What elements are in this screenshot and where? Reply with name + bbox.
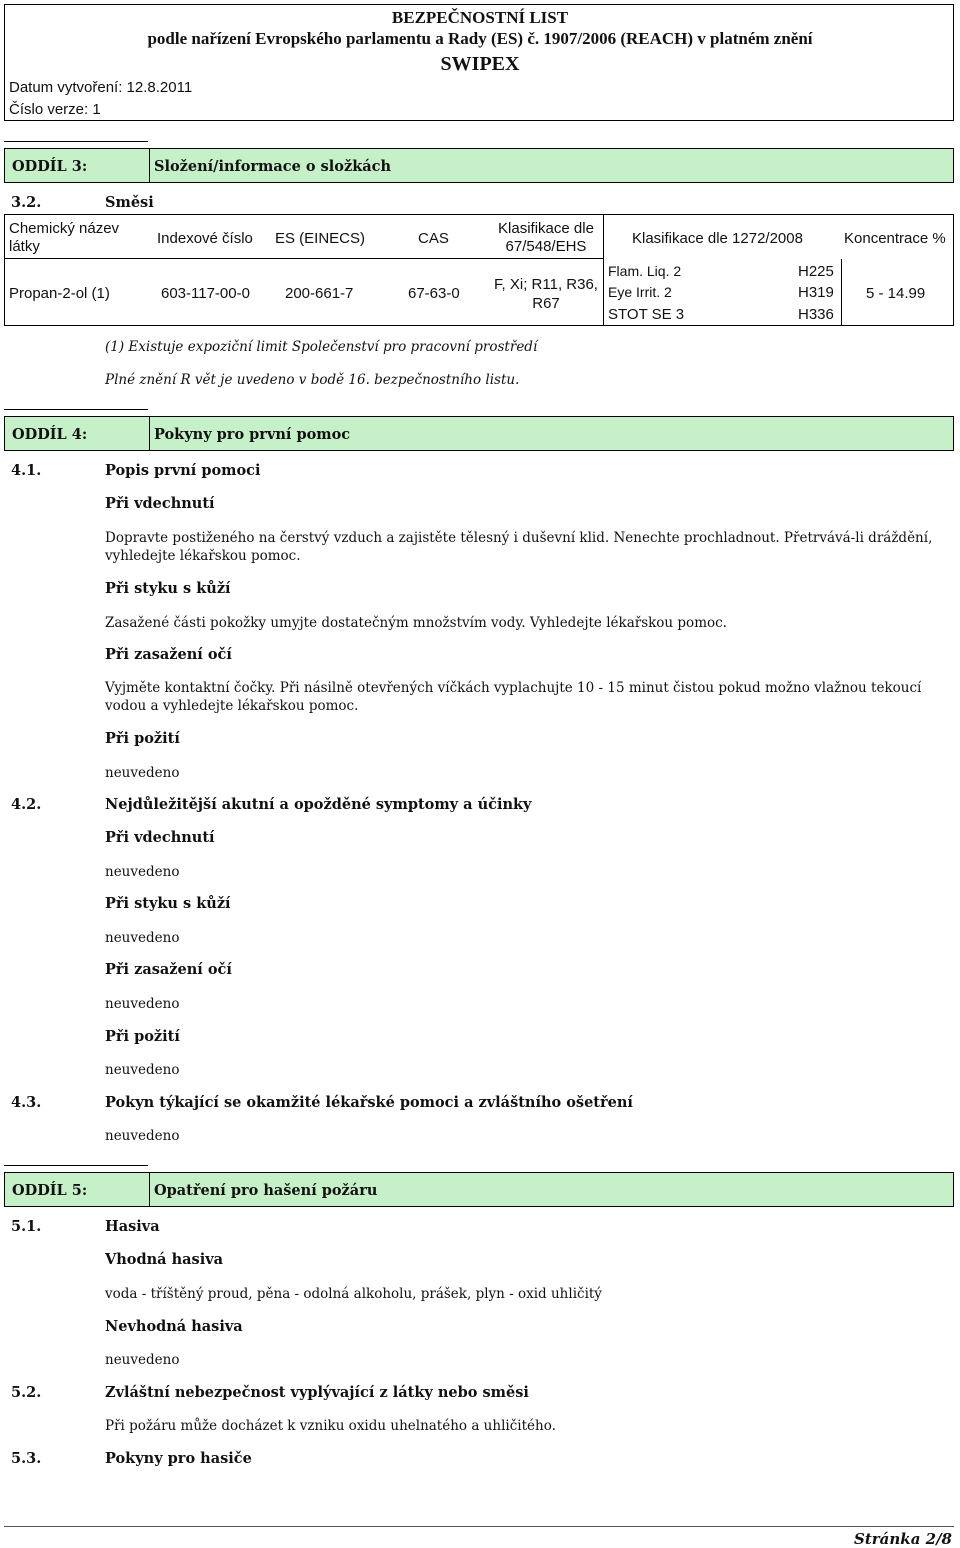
subsection-5-3-number: 5.3. [11,1450,42,1467]
cell-index-number: 603-117-00-0 [161,285,250,302]
composition-table [4,214,954,326]
text-suitable-media: voda - tříštěný proud, pěna - odolná alkoholu, prášek, plyn - oxid uhličitý [105,1286,602,1302]
page-number: Stránka 2/8 [854,1530,952,1548]
cell-es-einecs: 200-661-7 [285,285,354,302]
product-name: SWIPEX [440,53,520,75]
document-header [4,4,954,121]
regulation-line: podle nařízení Evropského parlamentu a Rady (ES) č. 1907/2006 (REACH) v platném znění [147,29,813,48]
label-inhalation: Při vdechnutí [105,495,215,512]
subsection-3-2-number: 3.2. [11,194,42,211]
header-class-67-548: Klasifikace dle 67/548/EHS [498,220,594,255]
cell-hazard-class-2: Eye Irrit. 2 [608,284,672,300]
section-3-bar [4,148,954,183]
cell-class-67-548: F, Xi; R11, R36, R67 [494,276,598,312]
text-inhalation: Dopravte postiženého na čerstvý vzduch a zajistěte tělesný i duševní klid. Nenechte prochladnout. Přetrvává-li dráždění, vyhledejte lékařskou pomoc. [105,530,933,564]
header-chemical-name: Chemický název látky [9,220,120,255]
header-concentration: Koncentrace % [844,230,946,247]
cell-chemical-name: Propan-2-ol (1) [9,285,110,302]
subsection-5-1-number: 5.1. [11,1218,42,1235]
label-ingestion: Při požití [105,730,180,747]
subsection-5-3-title: Pokyny pro hasiče [105,1450,252,1467]
section-4-title: Pokyny pro první pomoc [154,426,351,443]
header-cas: CAS [418,230,449,247]
text-4-2-skin-contact: neuvedeno [105,930,180,946]
text-4-3: neuvedeno [105,1128,180,1144]
subsection-5-2-title: Zvláštní nebezpečnost vyplývající z látky nebo směsi [105,1384,529,1401]
cell-hazard-statement-2: H319 [798,284,834,301]
section-4-number: ODDÍL 4: [12,426,88,443]
section-5-title: Opatření pro hašení požáru [154,1182,378,1199]
text-4-2-eye-contact: neuvedeno [105,996,180,1012]
subsection-4-1-title: Popis první pomoci [105,462,261,479]
section-3-title: Složení/informace o složkách [154,158,392,175]
section-4-bar [4,416,954,451]
cell-hazard-statement-3: H336 [798,306,834,323]
label-4-2-eye-contact: Při zasažení očí [105,961,232,978]
text-4-2-ingestion: neuvedeno [105,1062,180,1078]
label-eye-contact: Při zasažení očí [105,646,232,663]
label-suitable-media: Vhodná hasiva [105,1251,224,1268]
subsection-3-2-title: Směsi [105,194,154,211]
note-exposure-limit: (1) Existuje expoziční limit Společenství pro pracovní prostředí [105,339,538,355]
label-4-2-ingestion: Při požití [105,1028,180,1045]
text-eye-contact: Vyjměte kontaktní čočky. Při násilně otevřených víčkách vyplachujte 10 - 15 minut čistou pokud možno vlažnou tekoucí vodou a vyhledejte lékařskou pomoc. [105,680,922,714]
text-unsuitable-media: neuvedeno [105,1352,180,1368]
section-5-bar [4,1172,954,1207]
section-3-number: ODDÍL 3: [12,158,88,175]
text-skin-contact: Zasažené části pokožky umyjte dostatečným množstvím vody. Vyhledejte lékařskou pomoc. [105,615,727,631]
cell-cas: 67-63-0 [408,285,460,302]
text-ingestion: neuvedeno [105,765,180,781]
cell-hazard-class-3: STOT SE 3 [608,306,685,323]
subsection-4-2-number: 4.2. [11,796,42,813]
creation-date: Datum vytvoření: 12.8.2011 [9,79,193,96]
cell-hazard-statement-1: H225 [798,263,834,280]
text-5-2: Při požáru může docházet k vzniku oxidu uhelnatého a uhličitého. [105,1418,556,1434]
subsection-4-1-number: 4.1. [11,462,42,479]
label-unsuitable-media: Nevhodná hasiva [105,1318,243,1335]
cell-concentration: 5 - 14.99 [866,285,926,302]
note-r-phrases: Plné znění R vět je uvedeno v bodě 16. bezpečnostního listu. [105,372,520,388]
text-4-2-inhalation: neuvedeno [105,864,180,880]
label-4-2-skin-contact: Při styku s kůží [105,895,231,912]
subsection-4-2-title: Nejdůležitější akutní a opožděné symptomy a účinky [105,796,532,813]
version-number: Číslo verze: 1 [9,101,101,118]
label-skin-contact: Při styku s kůží [105,580,231,597]
section-5-number: ODDÍL 5: [12,1182,88,1199]
subsection-4-3-title: Pokyn týkající se okamžité lékařské pomoci a zvláštního ošetření [105,1094,633,1111]
subsection-5-1-title: Hasiva [105,1218,160,1235]
footer-divider [4,1526,954,1527]
header-class-1272-2008: Klasifikace dle 1272/2008 [632,230,803,247]
label-4-2-inhalation: Při vdechnutí [105,829,215,846]
subsection-5-2-number: 5.2. [11,1384,42,1401]
subsection-4-3-number: 4.3. [11,1094,42,1111]
header-es-einecs: ES (EINECS) [275,230,366,247]
cell-hazard-class-1: Flam. Liq. 2 [608,263,682,279]
document-title: BEZPEČNOSTNÍ LIST [391,8,569,27]
header-index-number: Indexové číslo [157,230,253,247]
